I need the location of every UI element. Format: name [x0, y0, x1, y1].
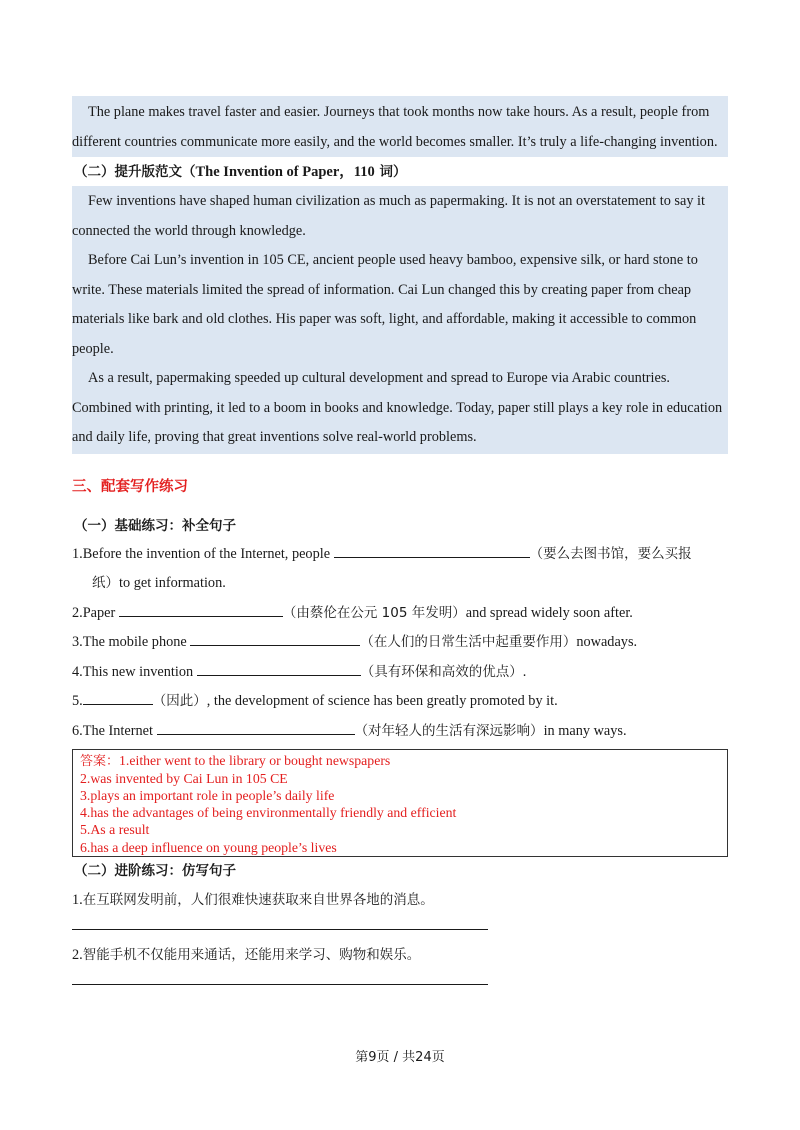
answer-line-2: 2.was invented by Cai Lun in 105 CE: [80, 770, 288, 786]
section-3-title: 三、配套写作练习: [72, 478, 188, 495]
answer-line-3: 3.plays an important role in people’s daily life: [80, 788, 335, 804]
rewrite-prompt-2: 2.智能手机不仅能用来通话，还能用来学习、购物和娱乐。: [72, 946, 421, 963]
heading-tail: 词）: [374, 164, 407, 180]
advanced-essay-heading: [72, 159, 728, 185]
question-5: 5. （因此）, the development of science has been greatly promoted by it.: [72, 693, 558, 710]
writing-line-2[interactable]: [72, 984, 488, 985]
question-1: 1.Before the invention of the Internet, people （要么去图书馆，要么买报 纸）to get information.: [72, 545, 692, 592]
essay-1-paragraph: The plane makes travel faster and easier. Journeys that took months now take hours. As a result, people from different countries communicate more easily, and the world becomes smaller. It’s truly a life-changing invention.: [72, 104, 718, 150]
rewrite-prompt-1: 1.在互联网发明前，人们很难快速获取来自世界各地的消息。: [72, 891, 434, 908]
answer-blank-3[interactable]: [190, 633, 360, 646]
document-page: [72, 96, 728, 985]
heading-en: The Invention of Paper，110: [195, 164, 375, 180]
basic-questions: [72, 540, 728, 747]
question-4: 4.This new invention （具有环保和高效的优点）.: [72, 663, 527, 680]
basic-practice-title: （一）基础练习：补全句子: [74, 517, 236, 534]
essay-2-paragraph-2: Before Cai Lun’s invention in 105 CE, ancient people used heavy bamboo, expensive silk, or hard stone to write. These materials limited the spread of information. Cai Lun changed this by creating paper from cheap materials like bark and old clothes. His paper was soft, light, and affordable, making it accessible to common people.: [72, 252, 698, 357]
answer-blank-6[interactable]: [157, 722, 355, 735]
essay-2-paragraph-1: Few inventions have shaped human civilization as much as papermaking. It is not an overstatement to say it connected the world through knowledge.: [72, 193, 705, 239]
question-3: 3.The mobile phone （在人们的日常生活中起重要作用）nowadays.: [72, 634, 638, 651]
answer-blank-1[interactable]: [334, 545, 530, 558]
page-footer: 第9页 / 共24页: [355, 1050, 445, 1065]
answer-line-4: 4.has the advantages of being environmentally friendly and efficient: [80, 805, 457, 821]
advanced-practice-title: （二）进阶练习：仿写句子: [74, 862, 236, 879]
essay-2-shaded-block: [72, 186, 728, 454]
writing-line-1[interactable]: [72, 929, 488, 930]
answer-key-box: [72, 749, 728, 857]
answer-blank-5[interactable]: [83, 692, 153, 705]
question-2: 2.Paper （由蔡伦在公元 105 年发明）and spread widely soon after.: [72, 604, 633, 621]
answer-blank-2[interactable]: [119, 604, 283, 617]
heading-cn: （二）提升版范文（: [74, 164, 196, 180]
question-6: 6.The Internet （对年轻人的生活有深远影响）in many ways.: [72, 723, 627, 740]
essay-1-shaded-block: [72, 96, 728, 157]
answer-line-6: 6.has a deep influence on young people’s lives: [80, 839, 337, 855]
answer-line-1: 答案：1.either went to the library or bought newspapers: [80, 752, 391, 769]
essay-2-paragraph-3: As a result, papermaking speeded up cultural development and spread to Europe via Arabic countries. Combined with printing, it led to a boom in books and knowledge. Today, paper still plays a key role in education and daily life, proving that great inventions solve real-world problems.: [72, 370, 723, 445]
answer-blank-4[interactable]: [197, 663, 361, 676]
answer-line-5: 5.As a result: [80, 822, 150, 838]
